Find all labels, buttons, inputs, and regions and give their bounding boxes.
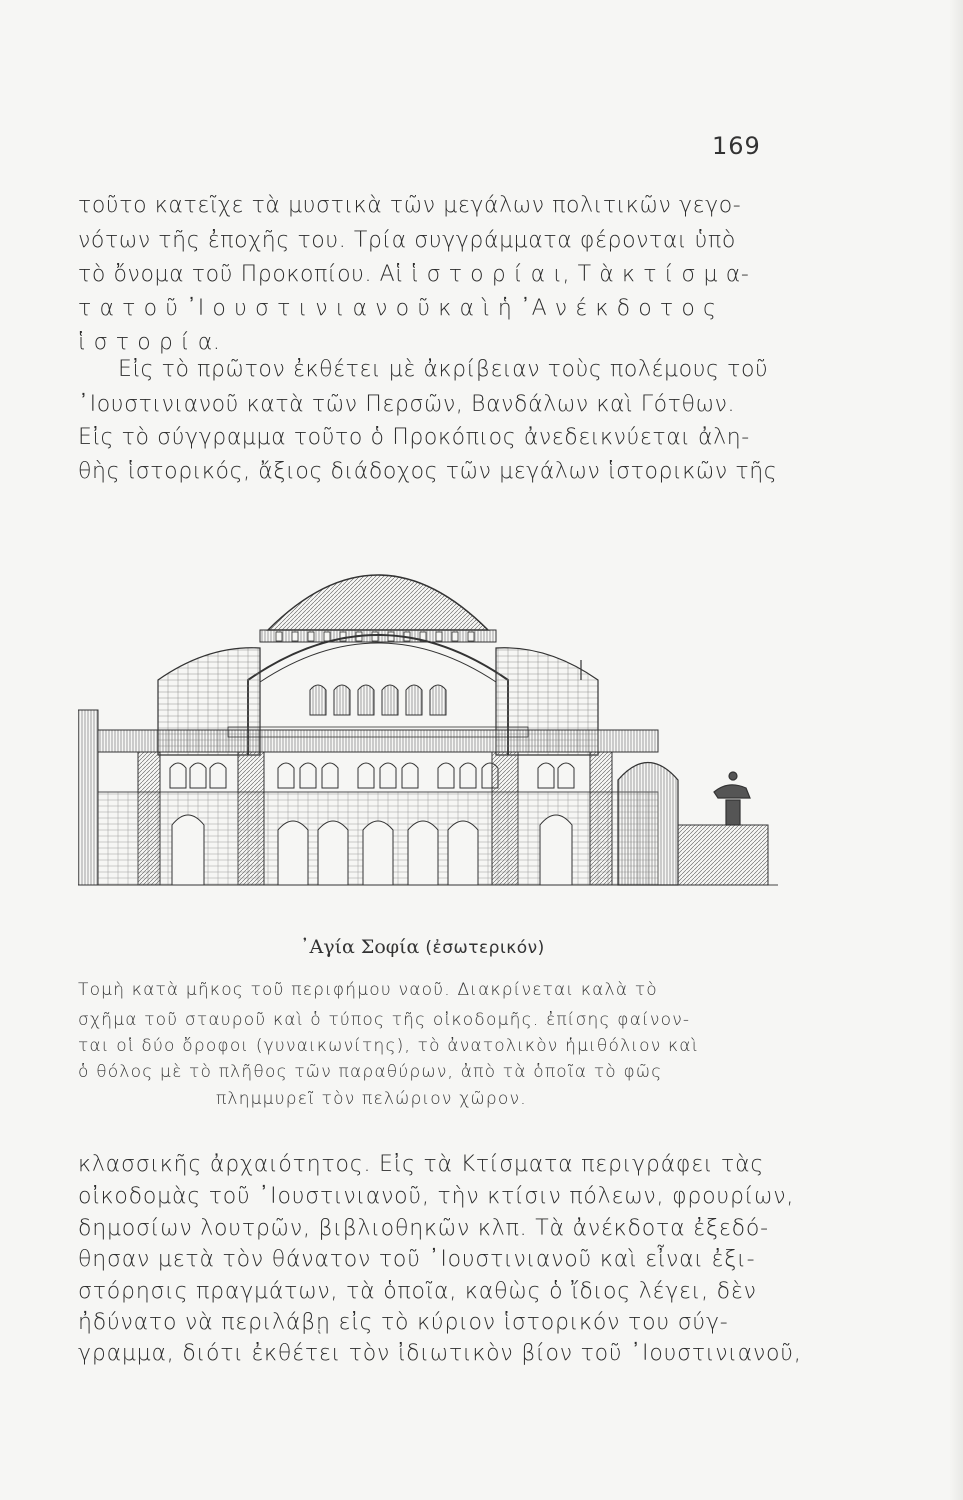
text-line: γραμμα, διότι ἐκθέτει τὸν ἰδιωτικὸν βίον τοῦ ᾽Ιουστινιανοῦ, xyxy=(78,1341,802,1366)
text-line: θησαν μετὰ τὸν θάνατον τοῦ ᾽Ιουστινιανοῦ καὶ εἶναι ἐξι- xyxy=(78,1247,756,1272)
page-edge xyxy=(949,0,963,1500)
caption-title-sub: (ἐσωτερικόν) xyxy=(425,938,545,958)
caption-line: Τομὴ κατὰ μῆκος τοῦ περιφήμου ναοῦ. Διακρίνεται καλὰ τὸ xyxy=(78,980,658,1000)
text-line: τοῦτο κατεῖχε τὰ μυστικὰ τῶν μεγάλων πολιτικῶν γεγο- xyxy=(78,193,742,218)
text-line: Εἰς τὸ πρῶτον ἐκθέτει μὲ ἀκρίβειαν τοὺς πολέμους τοῦ xyxy=(118,357,769,382)
caption-line: ὁ θόλος μὲ τὸ πλῆθος τῶν παραθύρων, ἀπὸ τὰ ὁποῖα τὸ φῶς xyxy=(78,1062,663,1082)
caption-line: ται οἱ δύο ὄροφοι (γυναικωνίτης), τὸ ἀνατολικὸν ἡμιθόλιον καὶ xyxy=(78,1036,699,1056)
text-line: Εἰς τὸ σύγγραμμα τοῦτο ὁ Προκόπιος ἀνεδεικνύεται ἀλη- xyxy=(78,425,750,450)
text-line: κλασσικῆς ἀρχαιότητος. Εἰς τὰ Κτίσματα περιγράφει τὰς xyxy=(78,1152,765,1177)
text-line: ἠδύνατο νὰ περιλάβῃ εἰς τὸ κύριον ἱστορικόν του σύγ- xyxy=(78,1310,729,1335)
text-line: νότων τῆς ἐποχῆς του. Τρία συγγράμματα φέρονται ὑπὸ xyxy=(78,228,736,253)
text-line: δημοσίων λουτρῶν, βιβλιοθηκῶν κλπ. Τὰ ἀνέκδοτα ἐξεδό- xyxy=(78,1216,769,1241)
figure-caption-title xyxy=(300,936,545,958)
text-line: ᾽Ιουστινιανοῦ κατὰ τῶν Περσῶν, Βανδάλων καὶ Γότθων. xyxy=(78,392,736,417)
caption-line: πλημμυρεῖ τὸν πελώριον χῶρον. xyxy=(216,1089,527,1109)
cross-section-drawing xyxy=(78,530,788,895)
hagia-sophia-illustration xyxy=(78,530,788,895)
page-number: 169 xyxy=(712,132,761,160)
caption-line: σχῆμα τοῦ σταυροῦ καὶ ὁ τύπος τῆς οἰκοδομῆς. ἐπίσης φαίνον- xyxy=(78,1010,691,1030)
text-line: ἱ σ τ ο ρ ί α. xyxy=(78,330,221,355)
equestrian-statue xyxy=(714,772,750,825)
caption-title-main: ᾽Αγία Σοφία xyxy=(300,936,420,958)
text-line: τὸ ὄνομα τοῦ Προκοπίου. Αἱ ἱ σ τ ο ρ ί α ι, Τ ὰ κ τ ί σ μ α- xyxy=(78,262,750,287)
text-line: στόρησις πραγμάτων, τὰ ὁποῖα, καθὼς ὁ ἴδιος λέγει, δὲν xyxy=(78,1279,757,1304)
text-line: τ α τ ο ῦ ᾽Ι ο υ σ τ ι ν ι α ν ο ῦ κ α ὶ ἡ ᾽Α ν έ κ δ ο τ ο ς xyxy=(78,296,717,321)
text-line: θὴς ἱστορικός, ἄξιος διάδοχος τῶν μεγάλων ἱστορικῶν τῆς xyxy=(78,459,778,484)
text-line: οἰκοδομὰς τοῦ ᾽Ιουστινιανοῦ, τὴν κτίσιν πόλεων, φρουρίων, xyxy=(78,1184,795,1209)
